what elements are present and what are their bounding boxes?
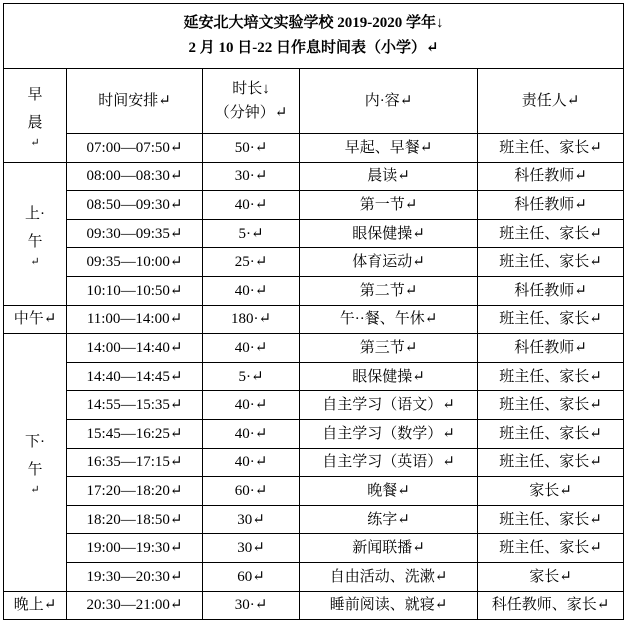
responsible-cell: 科任教师↵ xyxy=(478,277,624,306)
responsible-cell: 科任教师↵ xyxy=(478,191,624,220)
responsible-cell: 班主任、家长↵ xyxy=(478,506,624,535)
time-cell: 09:30—09:35↵ xyxy=(67,220,203,249)
responsible-cell: 班主任、家长↵ xyxy=(478,534,624,563)
responsible-cell: 班主任、家长↵ xyxy=(478,134,624,163)
duration-cell: 5·↵ xyxy=(203,363,300,392)
duration-cell: 180·↵ xyxy=(203,306,300,335)
title-line-2: 2 月 10 日-22 日作息时间表（小学）↵ xyxy=(188,40,439,56)
duration-cell: 30·↵ xyxy=(203,592,300,621)
duration-cell: 30↵ xyxy=(203,534,300,563)
time-cell: 19:30—20:30↵ xyxy=(67,563,203,592)
time-cell: 18:20—18:50↵ xyxy=(67,506,203,535)
period-early-morning: 早 晨 ↵ xyxy=(4,69,67,163)
duration-cell: 30·↵ xyxy=(203,163,300,192)
time-cell: 20:30—21:00↵ xyxy=(67,592,203,621)
time-cell: 14:40—14:45↵ xyxy=(67,363,203,392)
header-activity: 内·容↵ xyxy=(300,69,478,134)
duration-cell: 60↵ xyxy=(203,563,300,592)
activity-cell: 第一节↵ xyxy=(300,191,478,220)
activity-cell: 自主学习（数学）↵ xyxy=(300,420,478,449)
activity-cell: 午··餐、午休↵ xyxy=(300,306,478,335)
responsible-cell: 科任教师↵ xyxy=(478,334,624,363)
time-cell: 08:00—08:30↵ xyxy=(67,163,203,192)
header-duration: 时长↓ （分钟）↵ xyxy=(203,69,300,134)
time-cell: 14:00—14:40↵ xyxy=(67,334,203,363)
time-cell: 16:35—17:15↵ xyxy=(67,449,203,478)
responsible-cell: 科任教师、家长↵ xyxy=(478,592,624,621)
activity-cell: 眼保健操↵ xyxy=(300,220,478,249)
activity-cell: 自主学习（语文）↵ xyxy=(300,391,478,420)
activity-cell: 晨读↵ xyxy=(300,163,478,192)
schedule-table xyxy=(3,3,624,620)
time-cell: 10:10—10:50↵ xyxy=(67,277,203,306)
activity-cell: 新闻联播↵ xyxy=(300,534,478,563)
period-morning: 上· 午 ↵ xyxy=(4,163,67,306)
time-cell: 08:50—09:30↵ xyxy=(67,191,203,220)
time-cell: 07:00—07:50↵ xyxy=(67,134,203,163)
responsible-cell: 班主任、家长↵ xyxy=(478,220,624,249)
duration-cell: 40·↵ xyxy=(203,391,300,420)
activity-cell: 第三节↵ xyxy=(300,334,478,363)
duration-cell: 40·↵ xyxy=(203,420,300,449)
duration-cell: 40·↵ xyxy=(203,449,300,478)
activity-cell: 睡前阅读、就寝↵ xyxy=(300,592,478,621)
time-cell: 17:20—18:20↵ xyxy=(67,477,203,506)
activity-cell: 练字↵ xyxy=(300,506,478,535)
period-evening: 晚上↵ xyxy=(4,592,67,621)
duration-cell: 5·↵ xyxy=(203,220,300,249)
table-title xyxy=(4,4,624,69)
responsible-cell: 班主任、家长↵ xyxy=(478,363,624,392)
activity-cell: 眼保健操↵ xyxy=(300,363,478,392)
header-time: 时间安排↵ xyxy=(67,69,203,134)
duration-cell: 40·↵ xyxy=(203,334,300,363)
responsible-cell: 家长↵ xyxy=(478,477,624,506)
duration-cell: 50·↵ xyxy=(203,134,300,163)
time-cell: 09:35—10:00↵ xyxy=(67,248,203,277)
responsible-cell: 班主任、家长↵ xyxy=(478,391,624,420)
time-cell: 19:00—19:30↵ xyxy=(67,534,203,563)
activity-cell: 体育运动↵ xyxy=(300,248,478,277)
activity-cell: 自由活动、洗漱↵ xyxy=(300,563,478,592)
header-responsible: 责任人↵ xyxy=(478,69,624,134)
responsible-cell: 班主任、家长↵ xyxy=(478,306,624,335)
duration-cell: 25·↵ xyxy=(203,248,300,277)
activity-cell: 晚餐↵ xyxy=(300,477,478,506)
responsible-cell: 家长↵ xyxy=(478,563,624,592)
activity-cell: 第二节↵ xyxy=(300,277,478,306)
period-noon: 中午↵ xyxy=(4,306,67,335)
duration-cell: 40·↵ xyxy=(203,191,300,220)
period-afternoon: 下· 午 ↵ xyxy=(4,334,67,591)
activity-cell: 早起、早餐↵ xyxy=(300,134,478,163)
time-cell: 15:45—16:25↵ xyxy=(67,420,203,449)
duration-cell: 40·↵ xyxy=(203,277,300,306)
responsible-cell: 班主任、家长↵ xyxy=(478,449,624,478)
time-cell: 11:00—14:00↵ xyxy=(67,306,203,335)
responsible-cell: 班主任、家长↵ xyxy=(478,420,624,449)
title-line-1: 延安北大培文实验学校 2019-2020 学年↓ xyxy=(183,15,444,31)
duration-cell: 60·↵ xyxy=(203,477,300,506)
duration-cell: 30↵ xyxy=(203,506,300,535)
activity-cell: 自主学习（英语）↵ xyxy=(300,449,478,478)
time-cell: 14:55—15:35↵ xyxy=(67,391,203,420)
responsible-cell: 科任教师↵ xyxy=(478,163,624,192)
responsible-cell: 班主任、家长↵ xyxy=(478,248,624,277)
